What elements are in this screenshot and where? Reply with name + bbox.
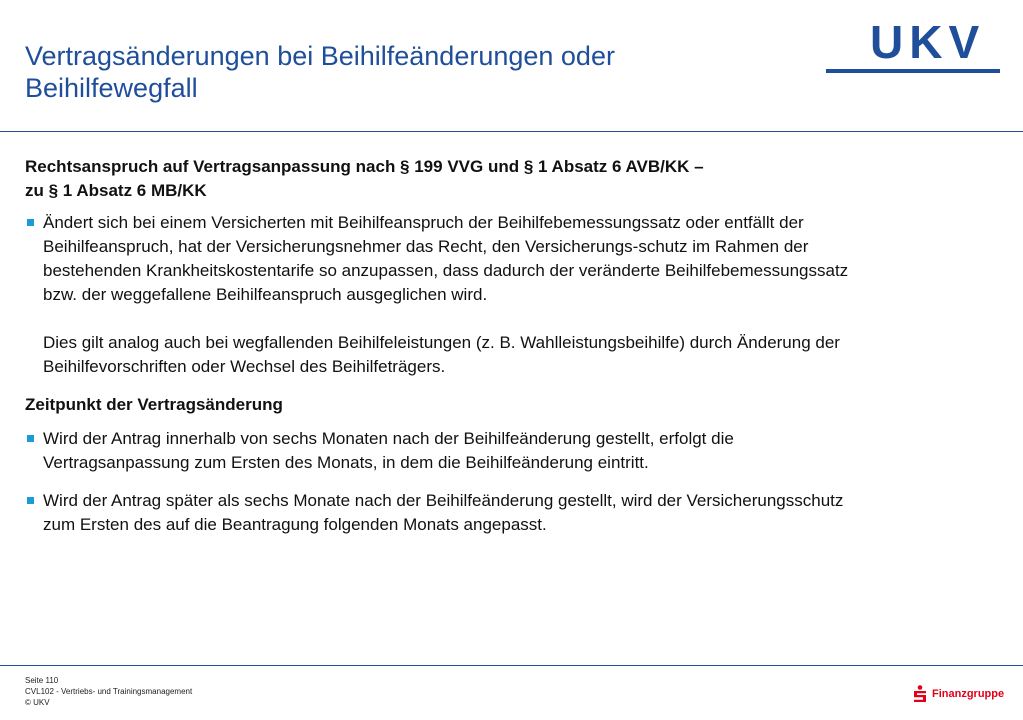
bullet-square-icon [27, 435, 34, 442]
bullet-item [25, 427, 875, 475]
footer-info [25, 675, 192, 708]
slide-content [25, 155, 875, 551]
bullet-square-icon [27, 219, 34, 226]
bullet-item [25, 489, 875, 537]
copyright: © UKV [25, 698, 50, 707]
bullet-text: Wird der Antrag innerhalb von sechs Monaten nach der Beihilfeänderung gestellt, erfolgt die Vertragsanpassung zum Ersten des Monats, in dem die Beihilfeänderung eintritt. [43, 429, 734, 472]
bullet-text: Ändert sich bei einem Versicherten mit Beihilfeanspruch der Beihilfebemessungssatz oder entfällt der Beihilfeanspruch, hat der Versicherungsnehmer das Recht, den Versicherungs-schutz im Rahmen der bestehenden Krankheitskostentarife so anzupassen, dass dadurch der veränderte Beihilfebemessungssatz bzw. der weggefallene Beihilfeanspruch ausgeglichen wird. [43, 213, 849, 304]
sparkasse-logo [912, 685, 1004, 703]
bullet-text-continuation: Dies gilt analog auch bei wegfallenden Beihilfeleistungen (z. B. Wahlleistungsbeihilfe) durch Änderung der Beihilfevorschriften oder Wechsel des Beihilfeträgers. [43, 333, 840, 376]
heading-line-2: zu § 1 Absatz 6 MB/KK [25, 181, 207, 200]
logo-underline [826, 69, 1000, 73]
header-divider [0, 131, 1023, 132]
bullet-text: Wird der Antrag später als sechs Monate nach der Beihilfeänderung gestellt, wird der Versicherungsschutz zum Ersten des auf die Beantragung folgenden Monats angepasst. [43, 491, 844, 534]
heading-line-1: Rechtsanspruch auf Vertragsanpassung nach § 199 VVG und § 1 Absatz 6 AVB/KK – [25, 157, 704, 176]
ukv-logo [826, 16, 1000, 74]
section-heading-zeitpunkt: Zeitpunkt der Vertragsänderung [25, 395, 283, 414]
bullet-square-icon [27, 497, 34, 504]
footer-divider [0, 665, 1023, 666]
page-title: Vertragsänderungen bei Beihilfeänderungen oder Beihilfewegfall [25, 41, 615, 103]
page-number: Seite 110 [25, 676, 59, 685]
sparkasse-label: Finanzgruppe [932, 688, 1005, 700]
section-heading-rechtsanspruch [25, 155, 875, 203]
course-name: CVL102 - Vertriebs- und Trainingsmanagement [25, 687, 193, 696]
logo-text: UKV [870, 16, 986, 68]
bullet-item [25, 211, 875, 379]
sparkasse-s-icon [912, 685, 928, 703]
